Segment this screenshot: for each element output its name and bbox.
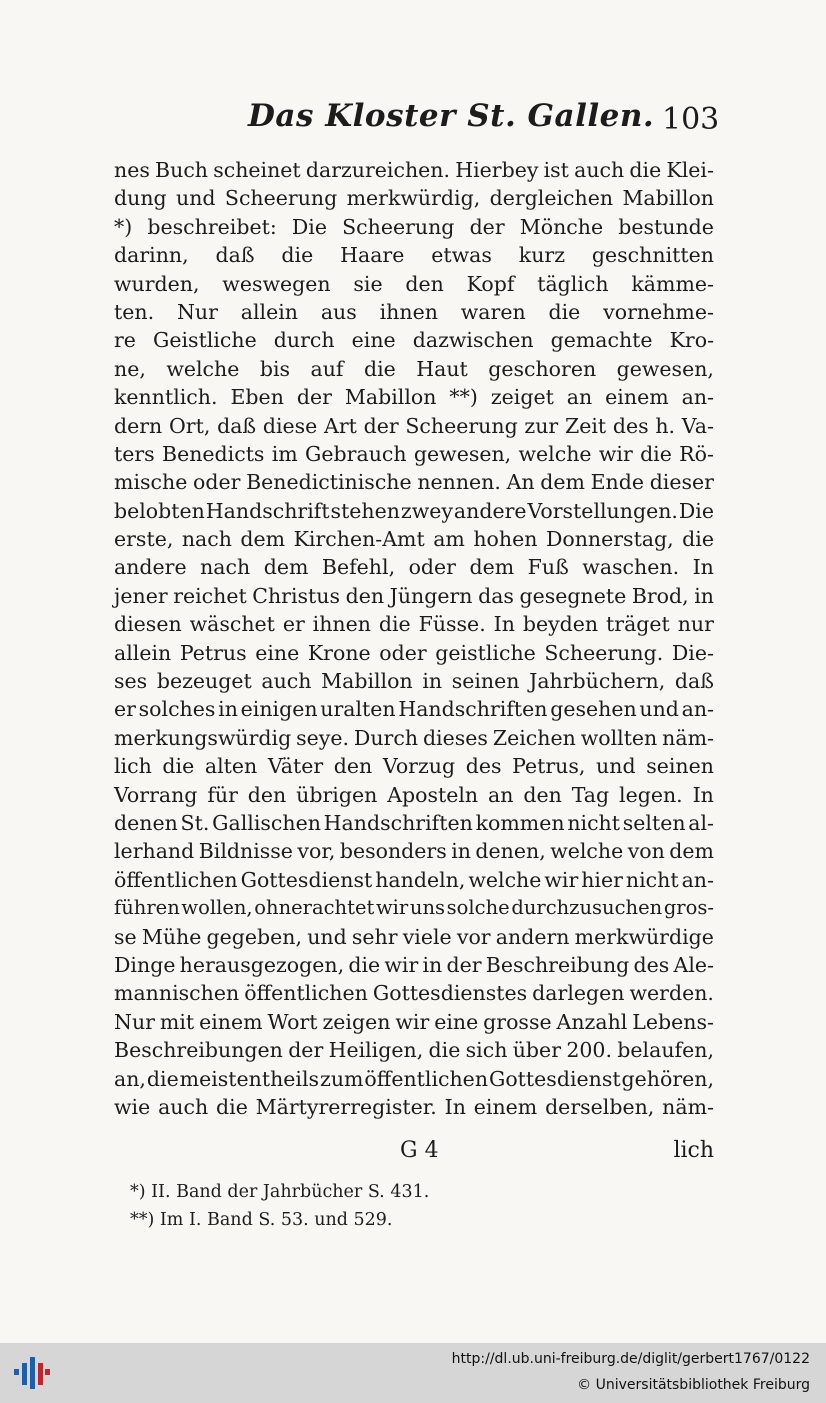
text-line: diesen wäschet er ihnen die Füsse. In beyden träget nur	[114, 612, 714, 637]
viewer-footer	[0, 1343, 826, 1403]
text-line: wurden, weswegen sie den Kopf täglich kämme-	[114, 271, 714, 296]
text-line: wie auch die Märtyrerregister. In einem derselben, näm-	[114, 1094, 714, 1119]
footnote-1: *) II. Band der Jahrbücher S. 431.	[130, 1182, 430, 1202]
text-line: Vorrang für den übrigen Aposteln an den Tag legen. In	[114, 782, 714, 807]
text-line: Nur mit einem Wort zeigen wir eine grosse Anzahl Lebens-	[114, 1009, 714, 1034]
page-url-link[interactable]: http://dl.ub.uni-freiburg.de/diglit/gerbert1767/0122	[451, 1351, 810, 1367]
text-line: dern Ort, daß diese Art der Scheerung zur Zeit des h. Va-	[114, 413, 714, 438]
text-line: jener reichet Christus den Jüngern das gesegnete Brod, in	[114, 583, 714, 608]
text-line: erste, nach dem Kirchen-Amt am hohen Donnerstag, die	[114, 527, 714, 552]
text-line: re Geistliche durch eine dazwischen gemachte Kro-	[114, 328, 714, 353]
text-line: *) beschreibet: Die Scheerung der Mönche bestunde	[114, 214, 714, 239]
text-line: andere nach dem Befehl, oder dem Fuß waschen. In	[114, 555, 714, 580]
text-line: dung und Scheerung merkwürdig, dergleichen Mabillon	[114, 186, 714, 211]
text-line: denen St. Gallischen Handschriften kommen nicht selten al-	[114, 810, 714, 835]
text-line: führen wollen, ohnerachtet wir uns solche durchzusuchen gros-	[114, 896, 714, 920]
catchword: lich	[673, 1138, 714, 1163]
text-line: an, die meistentheils zum öffentlichen Gottesdienst gehören,	[114, 1066, 714, 1091]
copyright-notice: © Universitätsbibliothek Freiburg	[577, 1377, 810, 1393]
text-line: kenntlich. Eben der Mabillon **) zeiget an einem an-	[114, 385, 714, 410]
text-line: mannischen öffentlichen Gottesdienstes darlegen werden.	[114, 981, 714, 1006]
footnotes	[130, 1178, 429, 1234]
text-line: allein Petrus eine Krone oder geistliche Scheerung. Die-	[114, 640, 714, 665]
text-line: se Mühe gegeben, und sehr viele vor andern merkwürdige	[114, 924, 714, 949]
ub-freiburg-logo-icon	[12, 1353, 52, 1393]
footnote-2: **) Im I. Band S. 53. und 529.	[130, 1210, 393, 1230]
text-line: öffentlichen Gottesdienst handeln, welche wir hier nicht an-	[114, 867, 714, 892]
text-line: nes Buch scheinet darzureichen. Hierbey ist auch die Klei-	[114, 158, 714, 182]
text-line: Beschreibungen der Heiligen, die sich über 200. belaufen,	[114, 1038, 714, 1063]
text-line: merkungswürdig seye. Durch dieses Zeichen wollten näm-	[114, 725, 714, 750]
text-line: darinn, daß die Haare etwas kurz geschnitten	[114, 243, 714, 268]
text-line: Dinge herausgezogen, die wir in der Beschreibung des Ale-	[114, 952, 714, 977]
page-number: 103	[662, 102, 720, 137]
text-line: ten. Nur allein aus ihnen waren die vornehme-	[114, 299, 714, 324]
text-line: ters Benedicts im Gebrauch gewesen, welche wir die Rö-	[114, 441, 714, 466]
text-line: lich die alten Väter den Vorzug des Petrus, und seinen	[114, 754, 714, 779]
signature-mark: G 4	[400, 1138, 439, 1163]
text-line: ne, welche bis auf die Haut geschoren gewesen,	[114, 356, 714, 381]
body-text	[114, 156, 714, 1121]
text-line: belobten Handschrift stehen zwey andere Vorstellungen. Die	[114, 498, 714, 523]
text-line: mische oder Benedictinische nennen. An dem Ende dieser	[114, 470, 714, 495]
text-line: ses bezeuget auch Mabillon in seinen Jahrbüchern, daß	[114, 669, 714, 694]
text-line: lerhand Bildnisse vor, besonders in denen, welche von dem	[114, 839, 714, 864]
text-line: er solches in einigen uralten Handschriften gesehen und an-	[114, 697, 714, 722]
running-head: Das Kloster St. Gallen.	[248, 98, 655, 134]
signature-row	[114, 1138, 714, 1168]
